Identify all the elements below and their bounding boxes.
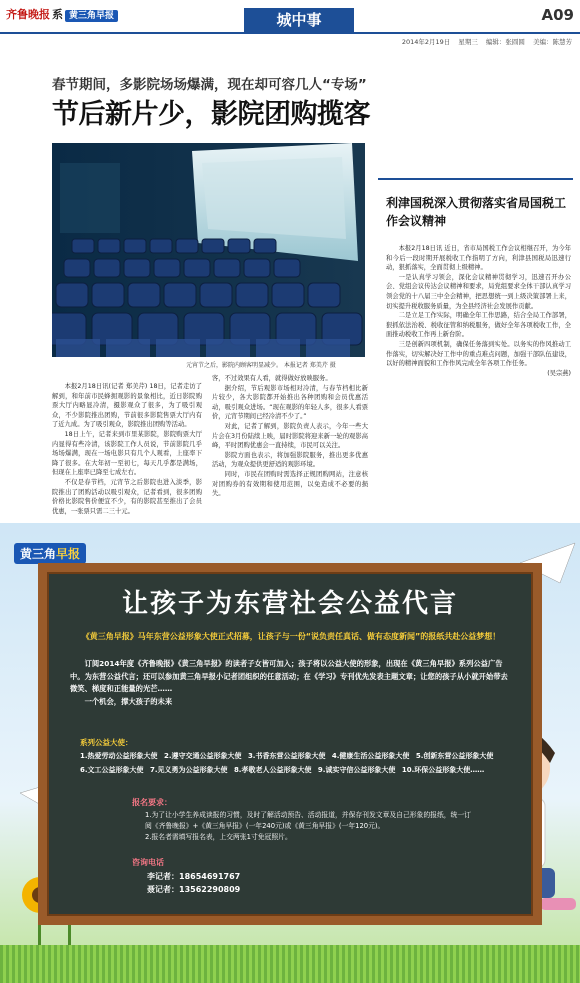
article-paragraph: 客，不过效果有人看，就得做好放映服务。 — [212, 375, 332, 382]
banner-title: 让孩子为东营社会公益代言 — [121, 589, 458, 619]
category-item: 2.遵守交通公益形象大使 — [163, 752, 242, 760]
article-paragraph: 二是立足工作实际，明确全年工作思路，结合全局工作部署，狠抓依法治税、税收征管和纳税服务，做好全年各项税收工作，全面推动税收工作再上新台阶。 — [386, 312, 571, 339]
page-meta — [396, 37, 572, 46]
banner-subtitle: 《黄三角早报》马年东营公益形象大使正式招募，让孩子与一份“说负责任真话、做有态度新闻”的报纸共赴公益梦想！ — [81, 632, 501, 641]
intro-paragraph: 订阅2014年度《齐鲁晚报》《黄三角早报》的读者子女皆可加入；孩子将以公益大使的形象，出现在《黄三角早报》系列公益广告中。为东营公益代言；还可以参加黄三角早报小记者团组织的任意活动；在《学习》专刊优先发表主题文章；让您的孩子从小就开始带去微笑、梯度和正能量的光芒…… — [70, 659, 508, 693]
article-paragraph: 据介绍，节后观影市场相对冷清，与春节档相比新片较少，各大影院都开始推出各种团购和会员优惠活动，吸引观众进场。“现在观影的年轻人多，很多人看票价，元宵节期间已经冷清不少了。” — [212, 384, 368, 421]
article-column-1 — [52, 382, 202, 516]
category-item: 9.诚实守信公益形象大使 — [317, 765, 396, 774]
contact-title: 咨询电话 — [132, 858, 164, 867]
section-title: 城中事 — [244, 8, 354, 32]
category-item: 4.健康生活公益形象大使 — [331, 752, 410, 760]
article-signature: (吴宗燕) — [547, 369, 571, 377]
categories-title: 系列公益大使： — [80, 738, 133, 747]
cinema-illustration — [52, 143, 365, 357]
side-article-body — [386, 244, 571, 378]
category-item: 3.书香东营公益形象大使 — [247, 752, 326, 760]
editor-credit: 编辑：张圆圆 — [485, 38, 525, 46]
banner-intro — [70, 658, 510, 708]
paper-name: 齐鲁晚报 — [6, 8, 50, 21]
cinema-photo — [52, 143, 365, 357]
article-paragraph: 本报2月18日讯(记者 郑美芹) 18日，记者走访了解到，和年前市民蜂拥观影的景象相比，近日影院购票大厅内略显冷清，摄影观众了很多，为了吸引观众，不少影院推出团购，节前很多影院售票大厅内有了近九成。为了吸引观众，影院推出团购等活动。 — [52, 383, 202, 429]
brand-a: 黄三角 — [20, 547, 57, 561]
article-kicker: 春节期间，多影院场场爆满，现在却可容几人“专场” — [52, 77, 367, 93]
requirements-body — [145, 810, 475, 843]
xi-label: 系 — [52, 8, 63, 21]
contact-2: 聂记者：13562290809 — [147, 885, 241, 894]
category-item: 6.文工公益形象大使 — [80, 765, 144, 774]
article-paragraph: 不仅是春节档，元宵节之后影院也进入淡季，影院推出了团购活动以吸引观众，记者看到，很多团购价格比影院售价便宜不少，有的影院甚至推出了会员优惠，一张票只需二三十元。 — [52, 478, 202, 515]
article-paragraph: 对此，记者了解到，影院负责人表示，今年一些大片会在3月份陆续上映，届时影院将迎来新一轮的观影高峰，平时团购优惠会一直持续，市民可以关注。 — [212, 422, 368, 450]
article-column-2 — [212, 374, 368, 499]
header-rule — [0, 32, 580, 34]
category-item: 8.孝敬老人公益形象大使 — [233, 765, 312, 774]
requirements-title: 报名要求： — [132, 798, 172, 807]
requirement-1: 1.为了让小学生养成读报的习惯，及时了解活动预告、活动报道，并保存刊发文章及自己形象的报纸，统一订阅《齐鲁晚报》+《黄三角早报》(一年240元)或《黄三角早报》(一年120元)。 — [145, 811, 471, 830]
banner-brand-logo — [14, 543, 86, 564]
categories-list — [80, 750, 500, 777]
article-paragraph: 三是创新四项机制，确保任务落到实处。以务实的作风推动工作落实，切实解决好工作中的重点难点问题，加强干部队伍建设，以好的精神面貌和工作作风完成全年各项工作任务。 — [386, 340, 571, 368]
issue-date: 2014年2月19日 — [401, 38, 451, 46]
designer-credit: 美编：陈慧芳 — [533, 38, 572, 46]
article-paragraph: 本报2月18日讯 近日，省市局国税工作会议相继召开，为今年和今后一段时期开展税收工作指明了方向，利津县国税局迅速行动，狠抓落实，全面贯彻上级精神。 — [386, 245, 571, 272]
category-item: 5.创新东营公益形象大使 — [415, 752, 494, 760]
article-paragraph: 影院方面也表示，将加强影院服务，推出更多优惠活动，为观众提供更舒适的观影环境。 — [212, 451, 368, 469]
masthead-logo — [6, 6, 118, 22]
issue-weekday: 星期三 — [458, 38, 478, 46]
requirement-2: 2.报名者需填写报名表，上交两张1寸免冠照片。 — [145, 833, 292, 841]
grass-strip — [0, 945, 580, 983]
photo-caption: 元宵节之后，影院内顾客明显减少。 本报记者 郑美芹 摄 — [186, 362, 336, 369]
article-paragraph: 一是认真学习领会，深化会议精神贯彻学习，迅速召开办公会、党组会议传达会议精神和要求，局党组要求全体干部认真学习领会党的十八届三中全会精神，把思想统一到上级决策部署上来，切实提升税收服务质量，为全县经济社会发展作贡献。 — [386, 273, 571, 310]
edition-name: 黄三角早报 — [65, 10, 118, 22]
article-headline: 节后新片少，影院团购揽客 — [52, 99, 370, 130]
side-article-title: 利津国税深入贯彻落实省局国税工作会议精神 — [386, 196, 567, 228]
category-item: 7.见义勇为公益形象大使 — [149, 765, 228, 774]
brand-b: 早报 — [56, 547, 81, 561]
category-item: 10.环保公益形象大使…… — [401, 765, 485, 774]
category-item: 1.热爱劳动公益形象大使 — [80, 752, 158, 760]
intro-slogan: 一个机会，撑大孩子的未来 — [84, 696, 173, 706]
page-number: A09 — [541, 6, 574, 24]
article-paragraph: 18日上午，记者来到市里某影院，影院购票大厅内显得有些冷清，该影院工作人员说，节前影院几乎场场爆满，现在一场电影只有几个人观看，上座率下降了很多。在大年初一至初七，每天几乎都是满场，但现在上座率已降至七成左右。 — [52, 430, 202, 477]
article-paragraph: 同时，市民在团购时需选择正规团购网站，注意核对团购券的有效期和使用范围，以免造成不必要的损失。 — [212, 470, 368, 498]
contact-body — [147, 870, 240, 896]
contact-1: 李记者：18654691767 — [147, 872, 241, 881]
